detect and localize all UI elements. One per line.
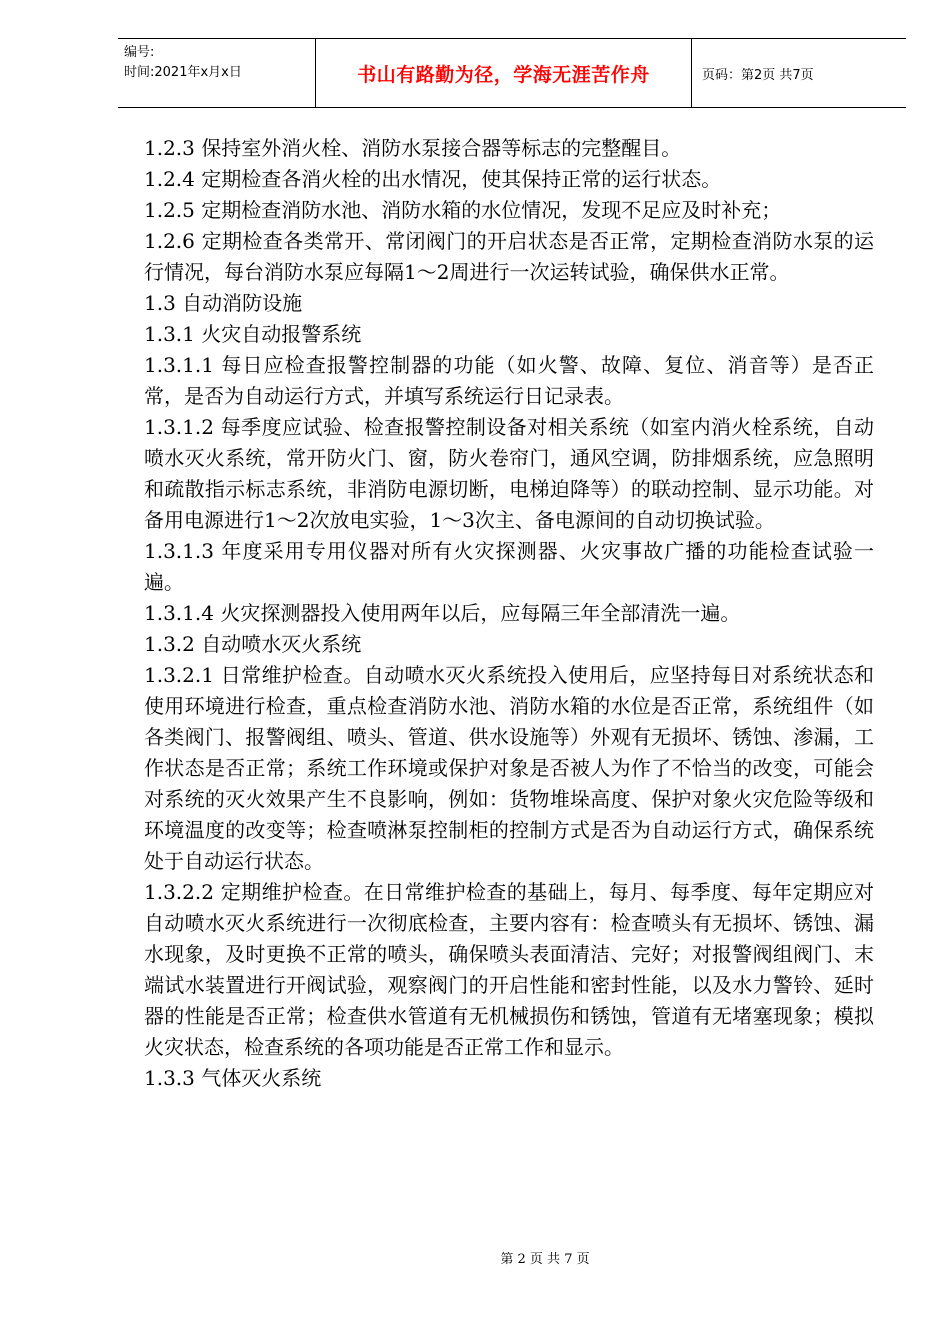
- header-motto-cell: [316, 39, 692, 107]
- section-heading: 1.3 自动消防设施: [144, 291, 303, 315]
- paragraph: 1.2.5 定期检查消防水池、消防水箱的水位情况，发现不足应及时补充；: [144, 198, 782, 222]
- motto-text: 书山有路勤为径，学海无涯苦作舟: [357, 63, 650, 86]
- section-heading: 1.3.2 自动喷水灭火系统: [144, 632, 362, 656]
- time-label: 时间:2021年x月x日: [124, 65, 242, 80]
- footer-page-number: 第 2 页 共 7 页: [500, 1252, 590, 1267]
- header-page-info: 页码：第2页 共7页: [702, 67, 814, 83]
- serial-label: 编号:: [124, 45, 155, 60]
- paragraph: 1.3.1.3 年度采用专用仪器对所有火灾探测器、火灾事故广播的功能检查试验一遍。: [144, 539, 874, 594]
- paragraph: 1.3.2.2 定期维护检查。在日常维护检查的基础上，每月、每季度、每年定期应对自动喷水灭火系统进行一次彻底检查，主要内容有：检查喷头有无损坏、锈蚀、漏水现象，及时更换不正常的喷头，确保喷头表面清洁、完好；对报警阀组阀门、末端试水装置进行开阀试验，观察阀门的开启性能和密封性能，以及水力警铃、延时器的性能是否正常；检查供水管道有无机械损伤和锈蚀，管道有无堵塞现象；模拟火灾状态，检查系统的各项功能是否正常工作和显示。: [144, 880, 874, 1059]
- header-meta: [118, 39, 316, 107]
- section-heading: 1.3.1 火灾自动报警系统: [144, 322, 362, 346]
- header-page-cell: [692, 39, 906, 107]
- section-heading: 1.3.3 气体灭火系统: [144, 1066, 322, 1090]
- page-header: [118, 38, 906, 108]
- paragraph: 1.2.4 定期检查各消火栓的出水情况，使其保持正常的运行状态。: [144, 167, 722, 191]
- paragraph: 1.3.1.4 火灾探测器投入使用两年以后，应每隔三年全部清洗一遍。: [144, 601, 741, 625]
- paragraph: 1.3.1.1 每日应检查报警控制器的功能（如火警、故障、复位、消音等）是否正常，是否为自动运行方式，并填写系统运行日记录表。: [144, 353, 874, 408]
- paragraph: 1.3.1.2 每季度应试验、检查报警控制设备对相关系统（如室内消火栓系统，自动喷水灭火系统，常开防火门、窗，防火卷帘门，通风空调，防排烟系统，应急照明和疏散指示标志系统，非消防电源切断，电梯迫降等）的联动控制、显示功能。对备用电源进行1～2次放电实验，1～3次主、备电源间的自动切换试验。: [144, 415, 874, 532]
- page-footer: [0, 1248, 950, 1267]
- document-body: [144, 133, 874, 1094]
- paragraph: 1.2.6 定期检查各类常开、常闭阀门的开启状态是否正常，定期检查消防水泵的运行情况，每台消防水泵应每隔1～2周进行一次运转试验，确保供水正常。: [144, 229, 874, 284]
- paragraph: 1.3.2.1 日常维护检查。自动喷水灭火系统投入使用后，应坚持每日对系统状态和使用环境进行检查，重点检查消防水池、消防水箱的水位是否正常，系统组件（如各类阀门、报警阀组、喷头、管道、供水设施等）外观有无损坏、锈蚀、渗漏，工作状态是否正常；系统工作环境或保护对象是否被人为作了不恰当的改变，可能会对系统的灭火效果产生不良影响，例如：货物堆垛高度、保护对象火灾危险等级和环境温度的改变等；检查喷淋泵控制柜的控制方式是否为自动运行方式，确保系统处于自动运行状态。: [144, 663, 874, 873]
- paragraph: 1.2.3 保持室外消火栓、消防水泵接合器等标志的完整醒目。: [144, 136, 682, 160]
